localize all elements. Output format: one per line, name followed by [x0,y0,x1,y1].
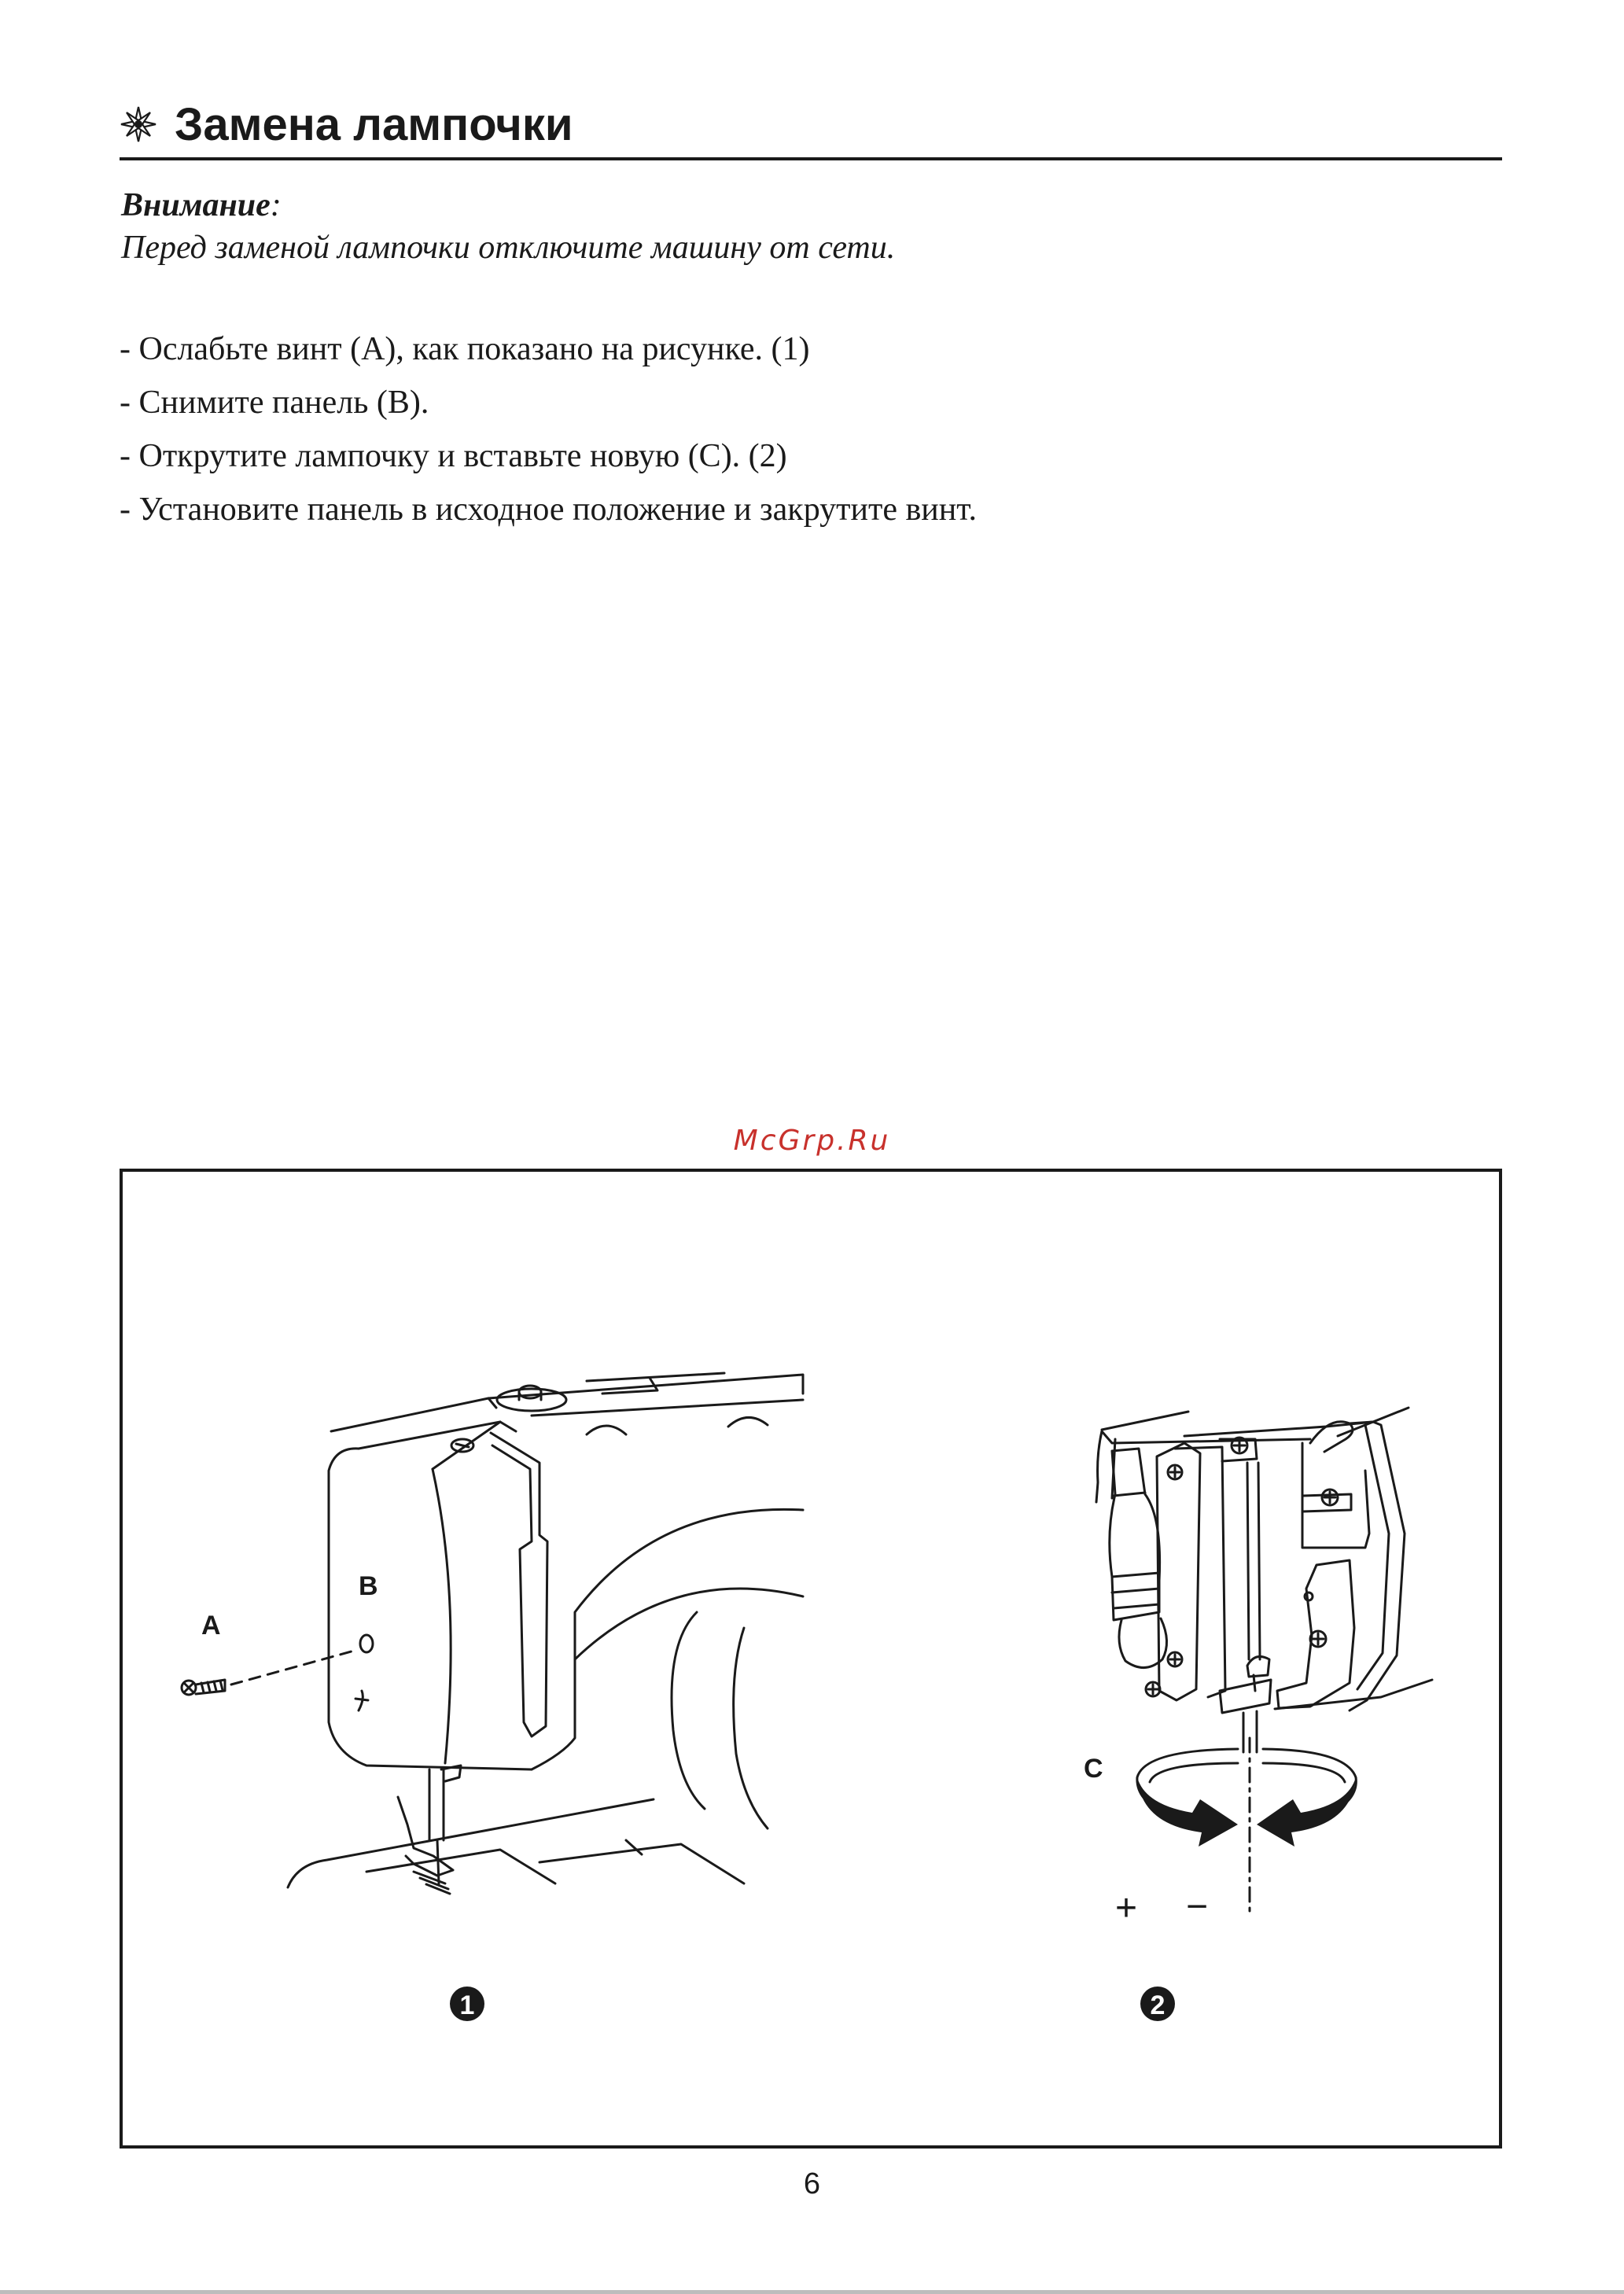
instruction-step: - Снимите панель (В). [120,385,429,421]
illustration [123,1172,1499,2145]
step-2-number: 2 [1150,1990,1166,2020]
lamp-assembly-drawing [1096,1408,1432,1911]
page-header [120,93,1502,160]
arrow-heads [450,1777,1356,2021]
label-a: A [201,1611,221,1640]
step-1-number: 1 [459,1990,475,2020]
instruction-step: - Установите панель в исходное положение и закрутите винт. [120,492,977,528]
figure-frame [120,1169,1502,2149]
label-b: B [359,1571,378,1601]
warning-label: Внимание: [121,187,282,223]
page-number: 6 [803,2167,821,2200]
screw-a-drawing [182,1650,357,1695]
bottom-rule [0,2290,1624,2294]
watermark: McGrp.Ru [733,1125,891,1157]
instruction-list [120,322,977,536]
sewing-machine-drawing [288,1373,803,1894]
warning-text: Перед заменой лампочки отключите машину от сети. [121,230,896,266]
plus-sign: + [1115,1887,1138,1929]
instruction-step: - Ослабьте винт (А), как показано на рисунке. (1) [120,331,810,367]
page-title: Замена лампочки [175,99,573,150]
label-c: C [1084,1754,1103,1784]
compass-star-icon [120,105,157,143]
instruction-step: - Открутите лампочку и вставьте новую (С). (2) [120,438,787,474]
minus-sign: − [1186,1886,1209,1928]
